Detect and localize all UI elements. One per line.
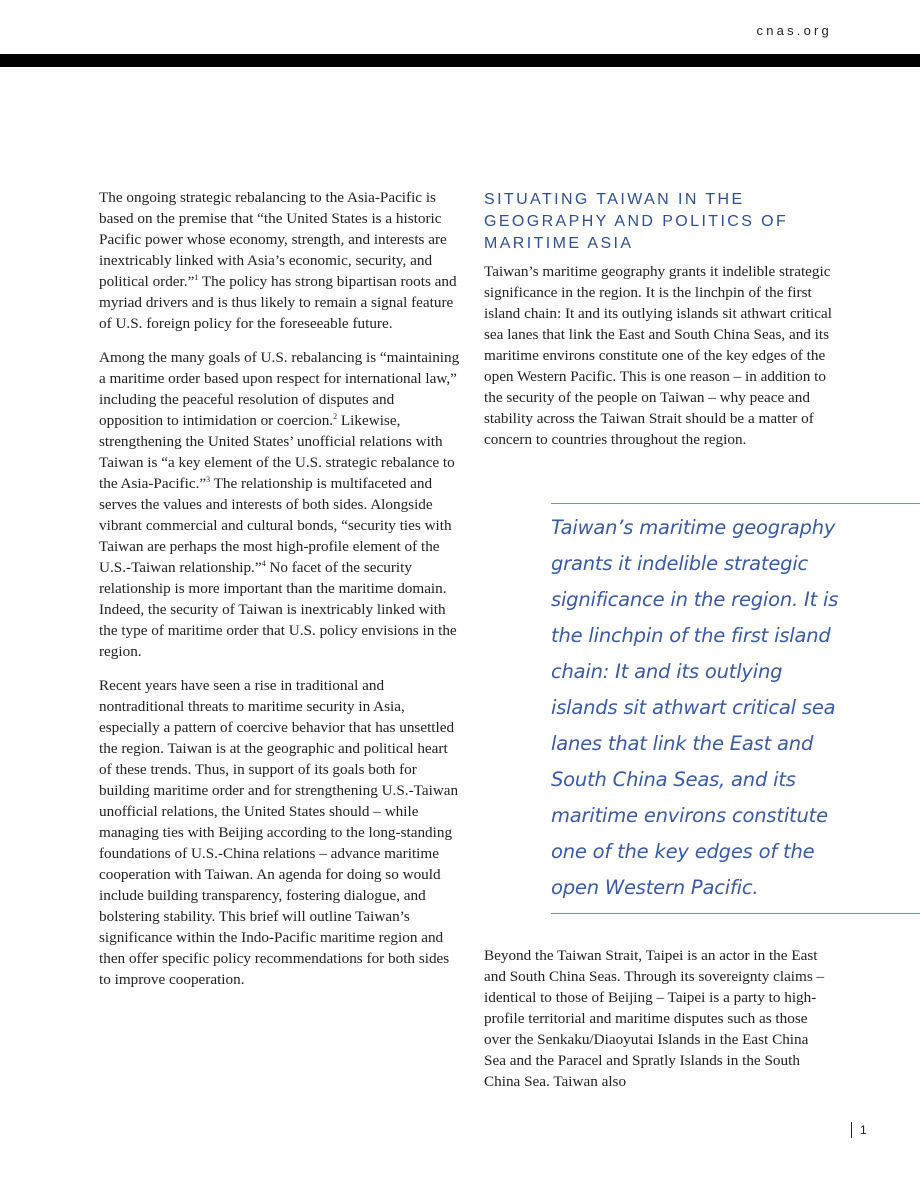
text-run: Among the many goals of U.S. rebalancing is “maintaining a maritime order based upon respect for international law,” including the peaceful resolution of disputes and opposition to intimidation or coercion. — [99, 349, 460, 429]
text-run: The ongoing strategic rebalancing to the Asia-Pacific is based on the premise that “the United States is a historic Pacific power whose economy, strength, and interests are inextricably linked with Asia’s economic, security, and political order.” — [99, 189, 447, 290]
right-column — [484, 187, 834, 463]
footnote-ref: 2 — [333, 411, 338, 421]
pull-quote — [551, 503, 920, 914]
text-run: The relationship is multifaceted and serves the values and interests of both sides. Alongside vibrant commercial and cultural bonds, “security ties with Taiwan are perhaps the most high-profile element of the U.S.-Taiwan relationship.” — [99, 475, 452, 576]
left-column — [99, 187, 461, 1003]
footnote-ref: 3 — [206, 474, 211, 484]
paragraph: Taiwan’s maritime geography grants it indelible strategic significance in the region. It is the linchpin of the first island chain: It and its outlying islands sit athwart critical sea lanes that link the East and South China Seas, and its maritime environs constitute one of the key edges of the open Western Pacific. This is one reason – in addition to the security of the people on Taiwan – why peace and stability across the Taiwan Strait should be a matter of concern to countries throughout the region. — [484, 263, 832, 448]
footnote-ref: 1 — [194, 272, 199, 282]
site-url: cnas.org — [756, 23, 832, 38]
paragraph: Recent years have seen a rise in traditional and nontraditional threats to maritime security in Asia, especially a pattern of coercive behavior that has unsettled the region. Taiwan is at the geographic and political heart of these trends. Thus, in support of its goals both for building maritime order and for strengthening U.S.-Taiwan unofficial relations, the United States should – while managing ties with Beijing according to the long-standing foundations of U.S.-China relations – advance maritime cooperation with Taiwan. An agenda for doing so would include building transparency, fostering dialogue, and bolstering stability. This brief will outline Taiwan’s significance within the Indo-Pacific maritime region and then offer specific policy recommendations for both sides to improve cooperation. — [99, 677, 459, 988]
pull-quote-text: Taiwan’s maritime geography grants it indelible strategic significance in the region. It is the linchpin of the first island chain: It and its outlying islands sit athwart critical sea lanes that link the East and South China Seas, and its maritime environs constitute one of the key edges of the open Western Pacific. — [551, 516, 839, 899]
paragraph — [99, 347, 461, 662]
paragraph — [99, 187, 461, 334]
text-run: No facet of the security relationship is more important than the maritime domain. Indeed, the security of Taiwan is inextricably linked with the type of maritime order that U.S. policy envisions in the region. — [99, 559, 457, 660]
right-column-lower — [484, 945, 834, 1105]
header-rule — [0, 54, 920, 67]
paragraph: Beyond the Taiwan Strait, Taipei is an actor in the East and South China Seas. Through its sovereignty claims – identical to those of Beijing – Taipei is a party to high-profile territorial and maritime disputes such as those over the Senkaku/Diaoyutai Islands in the East China Sea and the Paracel and Spratly Islands in the South China Sea. Taiwan also — [484, 947, 825, 1090]
text-run: The policy has strong bipartisan roots and myriad drivers and is thus likely to remain a signal feature of U.S. foreign policy for the foreseeable future. — [99, 273, 457, 332]
section-heading: SITUATING TAIWAN IN THE GEOGRAPHY AND POLITICS OF MARITIME ASIA — [484, 191, 789, 252]
footnote-ref: 4 — [261, 558, 266, 568]
page-number: 1 — [851, 1122, 867, 1138]
text-run: Likewise, strengthening the United States’ unofficial relations with Taiwan is “a key element of the U.S. strategic rebalance to the Asia-Pacific.” — [99, 412, 455, 492]
